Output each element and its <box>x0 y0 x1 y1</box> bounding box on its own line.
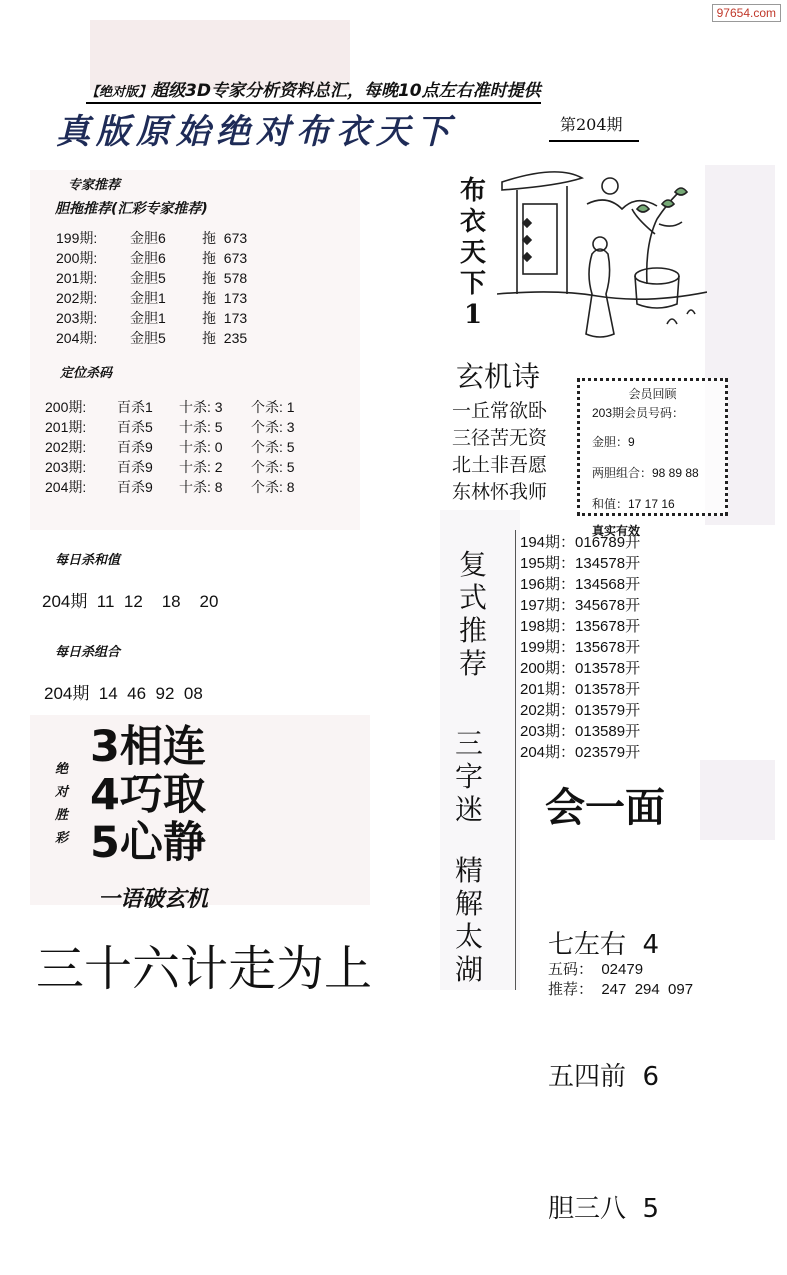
bai-cell: 百杀1 <box>117 399 153 415</box>
dan-cell: 金胆6 <box>130 230 166 246</box>
site-badge[interactable]: 97654.com <box>712 4 781 22</box>
tuo-cell: 拖 173 <box>202 310 248 326</box>
period-cell: 203期: <box>45 459 87 475</box>
scholar-illustration <box>497 164 707 344</box>
clue-line: 七左右 4 <box>548 930 660 960</box>
dan-cell: 金胆1 <box>130 310 166 326</box>
position-kill-heading: 定位杀码 <box>60 366 113 381</box>
shi-cell: 十杀: 5 <box>179 419 223 435</box>
expert-table <box>56 228 247 348</box>
member-subtitle: 203期会员号码： <box>592 406 685 420</box>
poem-title: 玄机诗 <box>456 360 541 393</box>
shi-cell: 十杀: 3 <box>179 399 223 415</box>
header-banner <box>86 76 541 104</box>
riddle-clues <box>548 835 659 1275</box>
tuo-cell: 拖 235 <box>202 330 248 346</box>
poem-line: 北土非吾愿 <box>452 454 548 476</box>
vertical-char: 三 <box>454 727 483 760</box>
history-row: 196期：134568开 <box>520 576 641 593</box>
side-label-char: 胜 <box>55 808 69 823</box>
background-art-right-bottom <box>700 760 775 840</box>
member-dan: 金胆：9 <box>592 435 635 449</box>
absolute-line: 4巧取 <box>90 770 206 820</box>
shi-cell: 十杀: 2 <box>179 459 223 475</box>
history-row: 203期：013589开 <box>520 723 641 740</box>
table-row <box>56 268 247 288</box>
absolute-side-label <box>55 758 71 850</box>
member-note: 真实有效 <box>592 524 641 538</box>
history-row: 201期：013578开 <box>520 681 641 698</box>
riddle-label <box>452 727 486 826</box>
table-row <box>56 288 247 308</box>
position-kill-table <box>45 397 295 497</box>
issue-number: 第204期 <box>560 115 623 134</box>
table-row <box>56 228 247 248</box>
riddle-answer: 会一面 <box>545 785 665 831</box>
vertical-char: 荐 <box>458 647 487 680</box>
tuo-cell: 拖 673 <box>202 250 248 266</box>
poem-line: 三径苦无资 <box>452 427 548 449</box>
history-row: 194期：016789开 <box>520 534 641 551</box>
period-cell: 199期: <box>56 230 98 246</box>
absolute-line: 3相连 <box>90 722 206 772</box>
wuma-line: 五码： 02479 <box>548 961 644 978</box>
buyi-vertical-title <box>456 176 490 331</box>
bai-cell: 百杀9 <box>117 479 153 495</box>
poem-line: 一丘常欲卧 <box>452 400 548 422</box>
vertical-char: 复 <box>458 548 487 581</box>
absolute-line: 5心静 <box>90 818 206 868</box>
vertical-char: 解 <box>454 887 483 920</box>
divider-line <box>515 530 516 990</box>
period-cell: 201期: <box>56 270 98 286</box>
shi-cell: 十杀: 8 <box>179 479 223 495</box>
member-two-dan: 两胆组合：98 89 88 <box>592 466 699 480</box>
side-label-char: 彩 <box>55 831 69 846</box>
banner-text: 超级3D专家分析资料总汇，每晚10点左右准时提供 <box>151 81 541 101</box>
daily-combo-value: 204期 14 46 92 08 <box>44 684 203 703</box>
vertical-char: 精 <box>454 854 483 887</box>
ge-cell: 个杀: 5 <box>251 439 295 455</box>
history-row: 202期：013579开 <box>520 702 641 719</box>
fushi-label <box>456 548 490 680</box>
member-review-box <box>577 378 728 538</box>
bai-cell: 百杀5 <box>117 419 153 435</box>
bai-cell: 百杀9 <box>117 459 153 475</box>
vertical-char: 1 <box>463 300 483 330</box>
tuo-cell: 拖 673 <box>202 230 248 246</box>
period-cell: 202期: <box>56 290 98 306</box>
expert-heading: 专家推荐 <box>68 178 121 193</box>
dan-cell: 金胆6 <box>130 250 166 266</box>
table-row <box>45 417 295 437</box>
dan-cell: 金胆5 <box>130 270 166 286</box>
daily-sum-heading: 每日杀和值 <box>55 553 121 568</box>
tuo-cell: 拖 173 <box>202 290 248 306</box>
history-row: 204期：023579开 <box>520 744 641 761</box>
vertical-char: 下 <box>459 269 486 299</box>
table-row <box>56 328 247 348</box>
vertical-char: 字 <box>454 760 483 793</box>
tuijian-line: 推荐： 247 294 097 <box>548 981 694 998</box>
vertical-char: 天 <box>459 238 486 268</box>
period-cell: 201期: <box>45 419 87 435</box>
period-cell: 202期: <box>45 439 87 455</box>
banner-tag: 【绝对版】 <box>86 85 152 100</box>
ge-cell: 个杀: 8 <box>251 479 295 495</box>
page-title: 真版原始绝对布衣天下 <box>56 112 456 152</box>
table-row <box>45 457 295 477</box>
expert-subheading: 胆拖推荐(汇彩专家推荐) <box>55 201 208 217</box>
ge-cell: 个杀: 3 <box>251 419 295 435</box>
vertical-char: 布 <box>459 176 486 206</box>
jingjie-label <box>452 854 486 986</box>
history-row: 195期：134578开 <box>520 555 641 572</box>
ge-cell: 个杀: 5 <box>251 459 295 475</box>
watermark-glyph <box>712 170 772 250</box>
table-row <box>56 308 247 328</box>
vertical-char: 推 <box>458 614 487 647</box>
period-cell: 200期: <box>45 399 87 415</box>
dan-cell: 金胆5 <box>130 330 166 346</box>
daily-sum-value: 204期 11 12 18 20 <box>42 592 219 611</box>
ge-cell: 个杀: 1 <box>251 399 295 415</box>
clue-line: 五四前 6 <box>548 1062 660 1092</box>
poem-line: 东林怀我师 <box>452 481 548 503</box>
table-row <box>56 248 247 268</box>
history-row: 197期：345678开 <box>520 597 641 614</box>
poem <box>452 398 547 506</box>
member-title: 会员回顾 <box>628 387 677 401</box>
history-row: 200期：013578开 <box>520 660 641 677</box>
member-sum: 和值：17 17 16 <box>592 497 675 511</box>
side-label-char: 对 <box>55 785 69 800</box>
dan-cell: 金胆1 <box>130 290 166 306</box>
period-cell: 200期: <box>56 250 98 266</box>
vertical-char: 衣 <box>459 207 486 237</box>
clue-line: 胆三八 5 <box>548 1194 660 1224</box>
table-row <box>45 397 295 417</box>
absolute-lines <box>90 723 206 867</box>
strategy-line: 三十六计走为上 <box>36 941 373 997</box>
vertical-char: 湖 <box>454 953 483 986</box>
issue-underline <box>549 140 639 142</box>
period-cell: 203期: <box>56 310 98 326</box>
daily-combo-heading: 每日杀组合 <box>55 645 121 660</box>
period-cell: 204期: <box>56 330 98 346</box>
history-row: 199期：135678开 <box>520 639 641 656</box>
vertical-char: 式 <box>458 581 487 614</box>
bai-cell: 百杀9 <box>117 439 153 455</box>
side-label-char: 绝 <box>55 762 69 777</box>
background-watermark-glyphs <box>712 170 772 250</box>
tuo-cell: 拖 578 <box>202 270 248 286</box>
table-row <box>45 477 295 497</box>
vertical-char: 太 <box>454 920 483 953</box>
motto: 一语破玄机 <box>98 887 209 912</box>
shi-cell: 十杀: 0 <box>179 439 223 455</box>
history-row: 198期：135678开 <box>520 618 641 635</box>
period-cell: 204期: <box>45 479 87 495</box>
table-row <box>45 437 295 457</box>
fushi-history <box>520 532 640 763</box>
vertical-char: 迷 <box>454 793 483 826</box>
